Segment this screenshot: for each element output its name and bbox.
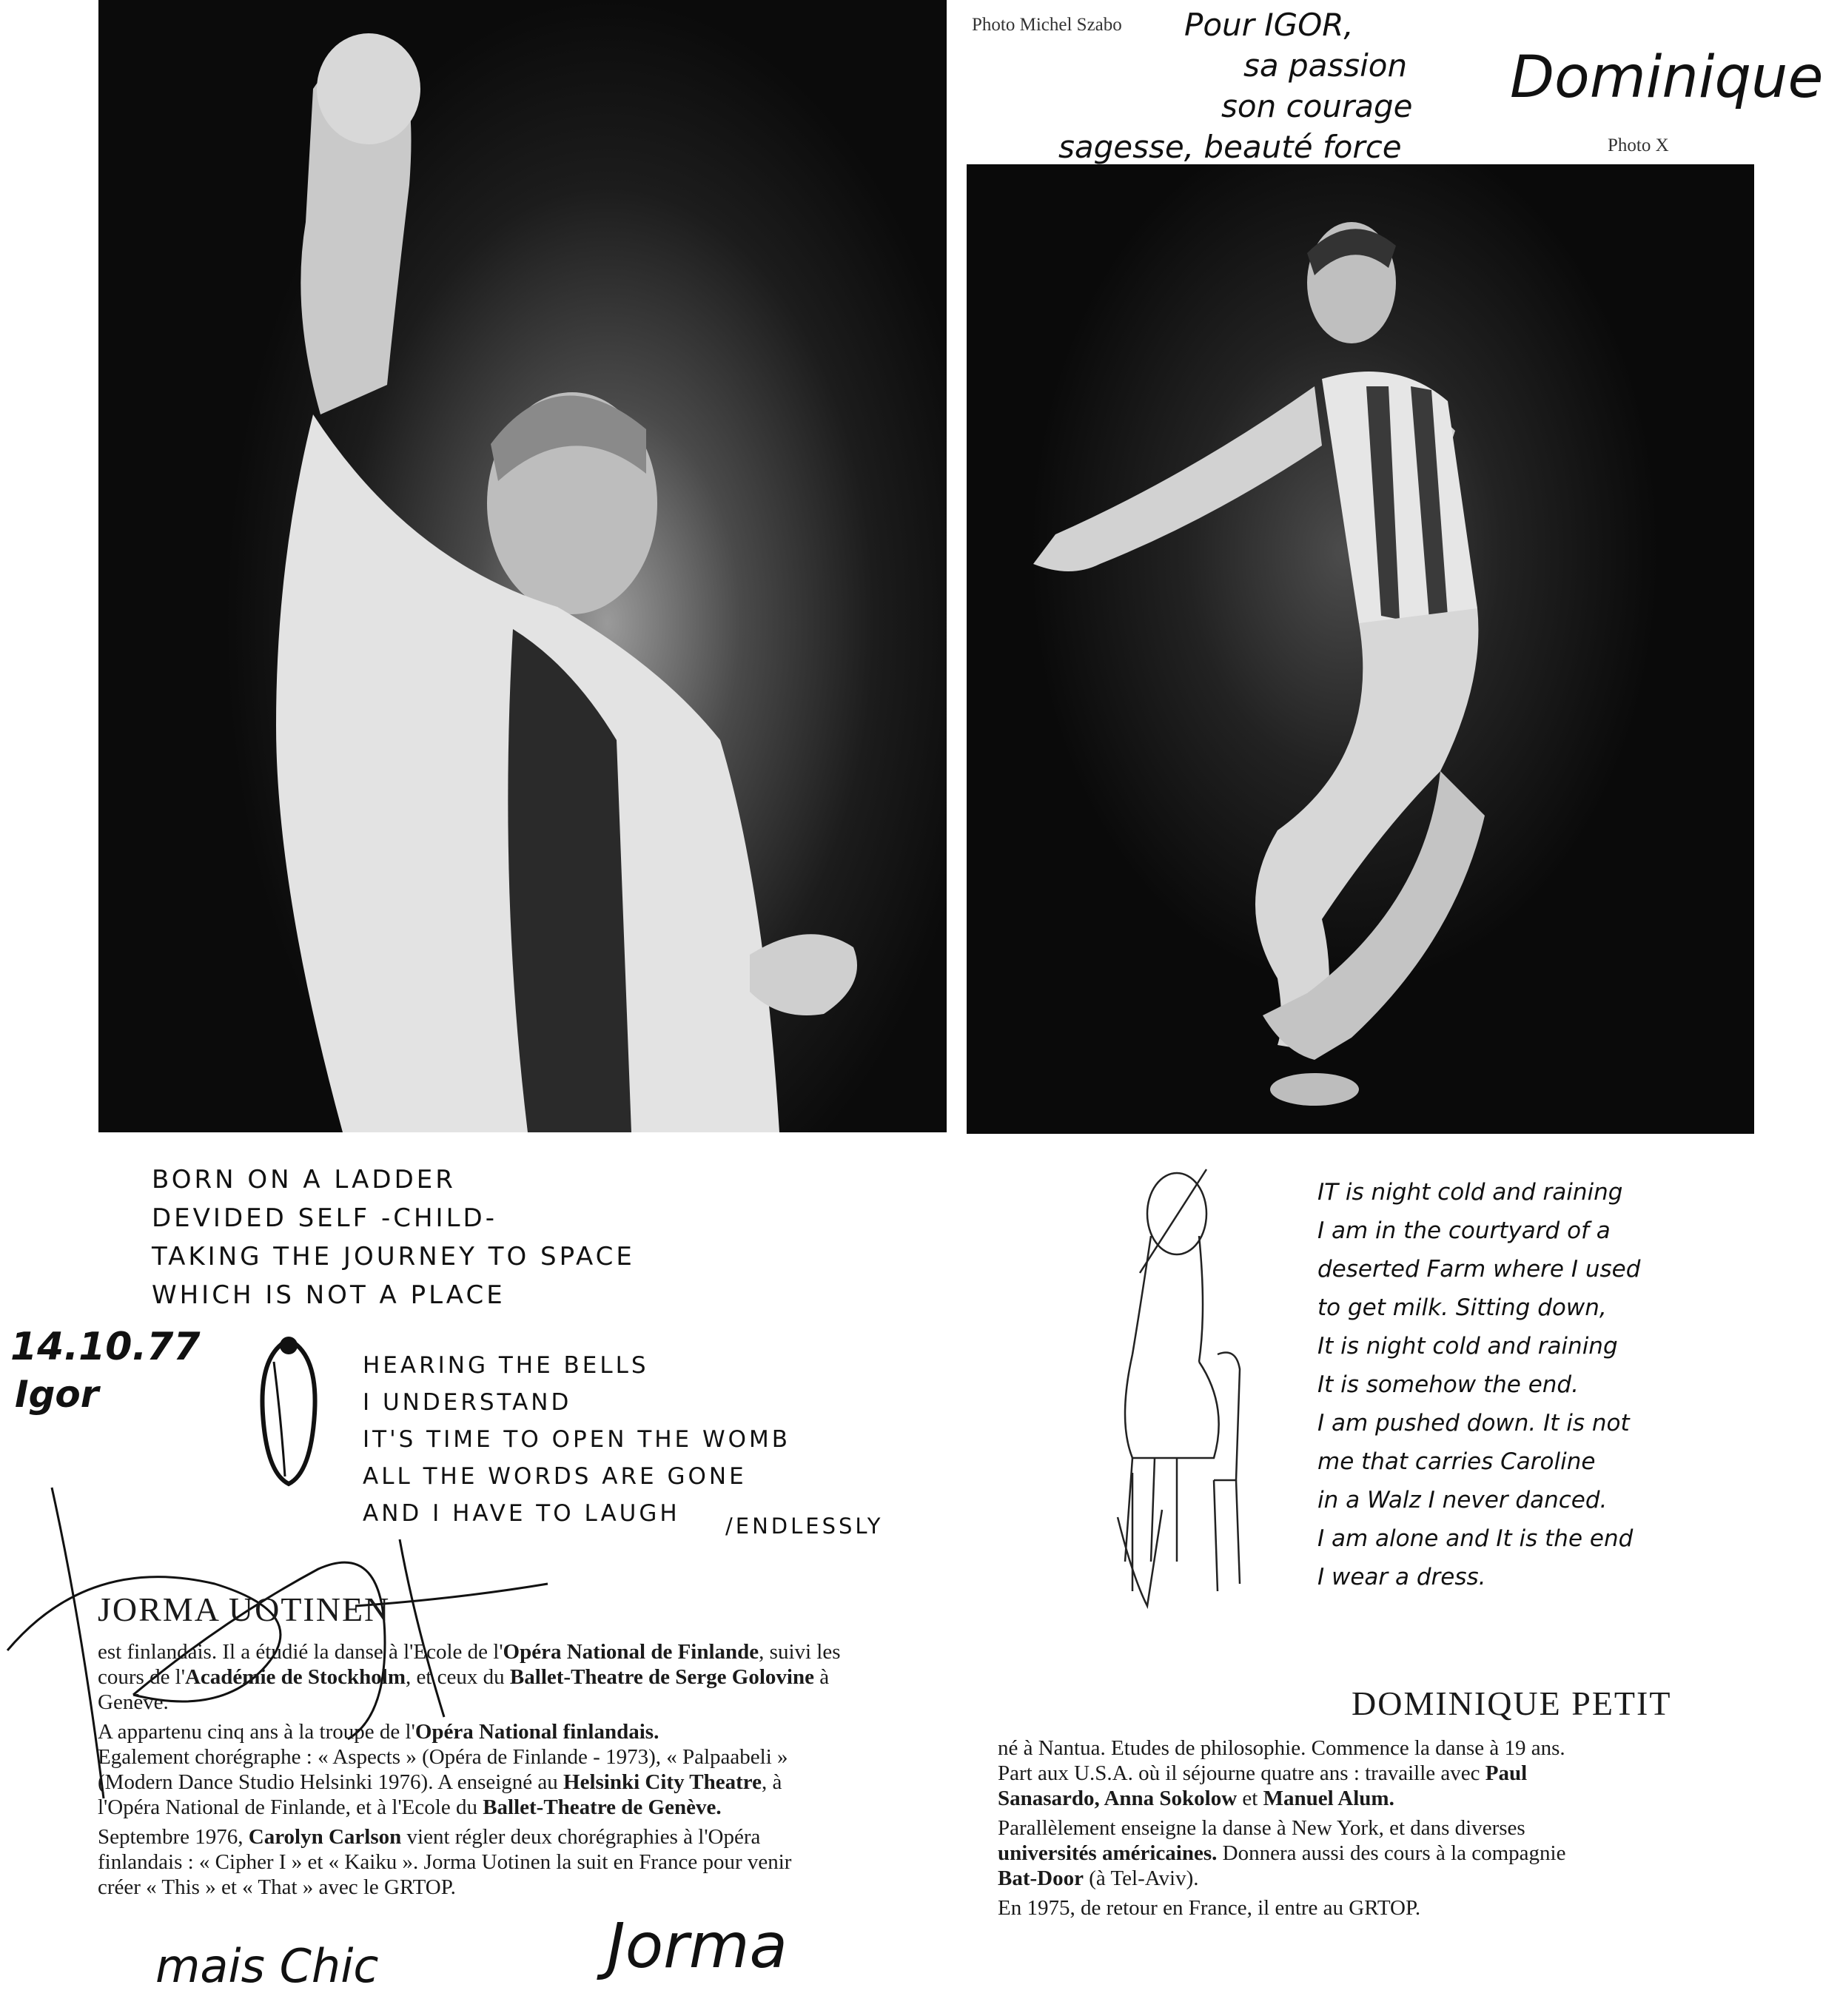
bio-paragraph — [98, 1639, 941, 1715]
dancer-silhouette-left — [98, 0, 947, 1132]
bio-emphasis: Sanasardo, Anna Sokolow — [998, 1787, 1238, 1810]
dominique-poem — [1317, 1173, 1640, 1596]
jorma-poem-stanza-1 — [152, 1160, 635, 1314]
bio-text: à — [813, 1665, 830, 1689]
bio-paragraph — [998, 1736, 1705, 1811]
jorma-poem-endlessly: /ENDLESSLY — [725, 1513, 884, 1539]
poem-line: I am pushed down. It is not — [1317, 1410, 1630, 1437]
dominique-bio-name: DOMINIQUE PETIT — [1352, 1684, 1672, 1722]
bio-text: Egalement chorégraphe : « Aspects » (Opéra de Finlande - 1973), « Palpaabeli » — [98, 1745, 788, 1769]
bio-text: Parallèlement enseigne la danse à New York, et dans diverses — [998, 1816, 1525, 1840]
bio-emphasis: Ballet-Theatre de Genève. — [483, 1795, 722, 1819]
dominique-bio-text — [998, 1736, 1705, 1925]
safety-pin-drawing — [244, 1332, 333, 1495]
bio-text: (Modern Dance Studio Helsinki 1976). A enseigné au — [98, 1770, 564, 1794]
bio-emphasis: Académie de Stockholm — [184, 1665, 406, 1689]
jorma-bio-text — [98, 1639, 941, 1904]
bio-text: Genève. — [98, 1690, 169, 1714]
photo-credit-right: Photo X — [1608, 135, 1669, 155]
poem-line: deserted Farm where I used — [1317, 1256, 1641, 1283]
seated-figure-drawing — [1088, 1162, 1310, 1636]
photo-jorma-uotinen — [98, 0, 947, 1132]
poem-line: I wear a dress. — [1317, 1564, 1486, 1590]
bio-emphasis: Opéra National finlandais. — [414, 1720, 659, 1744]
poem-line: IT'S TIME TO OPEN THE WOMB — [363, 1426, 791, 1453]
bio-text: En 1975, de retour en France, il entre au GRTOP. — [998, 1896, 1421, 1920]
jorma-dedication-to: Igor — [15, 1373, 99, 1416]
poem-line: It is somehow the end. — [1317, 1371, 1579, 1398]
poem-line: I UNDERSTAND — [363, 1389, 572, 1416]
bio-text: l'Opéra National de Finlande, et à l'Ecole du — [98, 1795, 483, 1819]
bio-text: finlandais : « Cipher I » et « Kaiku ». Jorma Uotinen la suit en France pour venir — [98, 1850, 792, 1874]
dedication-line: son courage — [1221, 88, 1413, 124]
bio-text: , et ceux du — [406, 1665, 510, 1689]
bio-paragraph — [98, 1824, 941, 1900]
jorma-date: 14.10.77 — [10, 1325, 201, 1369]
poem-line: AND I HAVE TO LAUGH — [363, 1500, 680, 1527]
bio-paragraph — [98, 1719, 941, 1820]
poem-line: ALL THE WORDS ARE GONE — [363, 1463, 747, 1490]
poem-line: WHICH IS NOT A PLACE — [152, 1280, 506, 1310]
bio-text: est finlandais. Il a étudié la danse à l'Ecole de l' — [98, 1640, 503, 1664]
dancer-silhouette-right — [967, 164, 1754, 1134]
poem-line: to get milk. Sitting down, — [1317, 1294, 1607, 1321]
bio-text: , suivi les — [759, 1640, 841, 1664]
bio-text: Septembre 1976, — [98, 1825, 249, 1849]
bio-emphasis: Paul — [1485, 1761, 1528, 1785]
poem-line: TAKING THE JOURNEY TO SPACE — [152, 1242, 635, 1271]
bio-paragraph — [998, 1815, 1705, 1891]
dominique-signature: Dominique — [1510, 44, 1823, 111]
jorma-signature: Jorma — [607, 1909, 788, 1982]
bio-text: et — [1237, 1787, 1263, 1810]
bio-text: (à Tel-Aviv). — [1083, 1867, 1199, 1890]
photo-dominique-petit — [967, 164, 1754, 1134]
poem-line: in a Walz I never danced. — [1317, 1487, 1608, 1513]
jorma-closing-note: mais Chic — [155, 1939, 379, 1993]
bio-text: créer « This » et « That » avec le GRTOP. — [98, 1875, 456, 1899]
poem-line: It is night cold and raining — [1317, 1333, 1618, 1360]
poem-line: DEVIDED SELF -CHILD- — [152, 1203, 497, 1233]
poem-line: BORN ON A LADDER — [152, 1165, 456, 1195]
dedication-line: Pour IGOR, — [1184, 7, 1354, 43]
photo-credit-left: Photo Michel Szabo — [972, 15, 1122, 35]
bio-text: , à — [762, 1770, 782, 1794]
poem-line: IT is night cold and raining — [1317, 1179, 1623, 1206]
bio-text: vient régler deux chorégraphies à l'Opéra — [401, 1825, 761, 1849]
jorma-bio-name: JORMA UOTINEN — [98, 1590, 391, 1628]
dedication-line: sagesse, beauté force — [1058, 129, 1402, 165]
bio-paragraph — [998, 1895, 1705, 1921]
dedication-line: sa passion — [1243, 47, 1408, 84]
bio-emphasis: Carolyn Carlson — [248, 1825, 402, 1849]
bio-text: cours de l' — [98, 1665, 185, 1689]
bio-emphasis: Helsinki City Theatre — [563, 1770, 762, 1794]
poem-line: me that carries Caroline — [1317, 1448, 1596, 1475]
bio-emphasis: Manuel Alum. — [1263, 1787, 1394, 1810]
poem-line: I am alone and It is the end — [1317, 1525, 1634, 1552]
bio-text: Part aux U.S.A. où il séjourne quatre ans : travaille avec — [998, 1761, 1485, 1785]
poem-line: HEARING THE BELLS — [363, 1352, 649, 1379]
poem-line: I am in the courtyard of a — [1317, 1217, 1611, 1244]
bio-text: né à Nantua. Etudes de philosophie. Commence la danse à 19 ans. — [998, 1736, 1565, 1760]
bio-emphasis: Opéra National de Finlande — [503, 1640, 759, 1664]
bio-emphasis: universités américaines. — [998, 1841, 1218, 1865]
bio-text: A appartenu cinq ans à la troupe de l' — [98, 1720, 415, 1744]
bio-emphasis: Bat-Door — [998, 1867, 1084, 1890]
bio-text: Donnera aussi des cours à la compagnie — [1217, 1841, 1566, 1865]
bio-emphasis: Ballet-Theatre de Serge Golovine — [509, 1665, 814, 1689]
